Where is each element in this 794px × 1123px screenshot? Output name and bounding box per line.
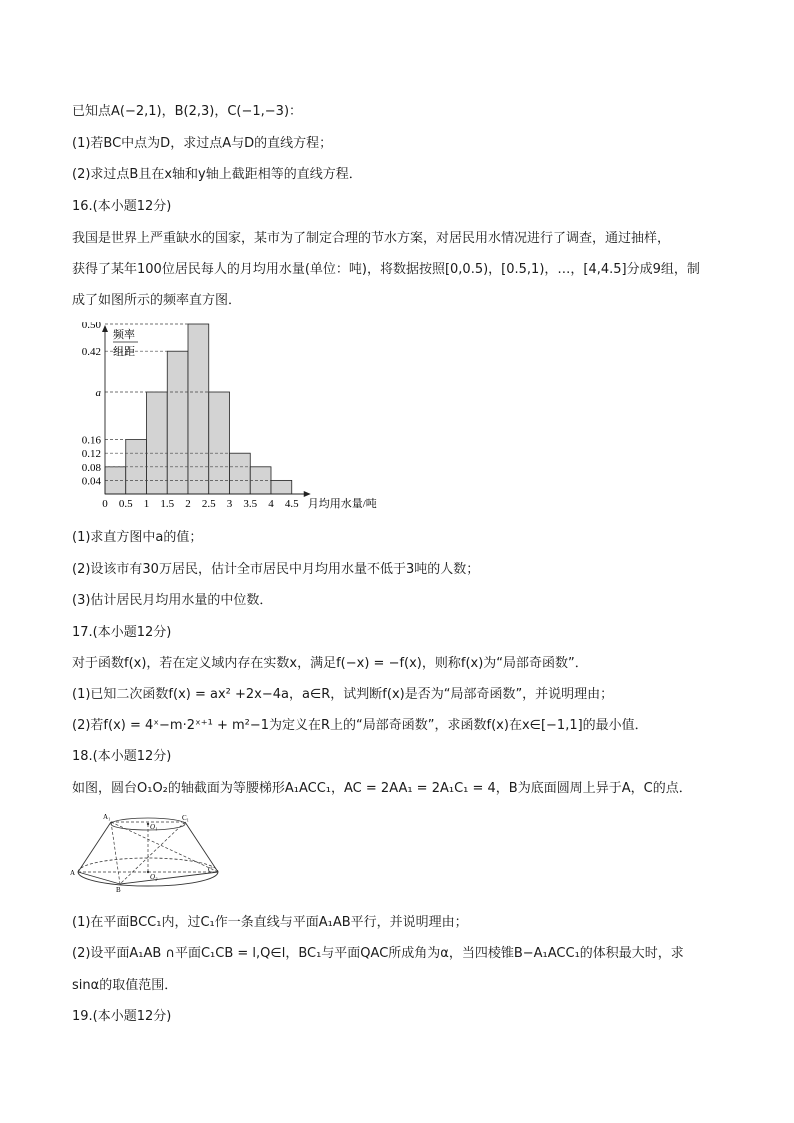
q16-header: 16.(本小题12分): [72, 199, 172, 214]
histogram-bar: [188, 324, 209, 494]
q18-part2a: (2)设平面A₁AB ∩平面C₁CB = l,Q∈l，BC₁与平面QAC所成角为α，当四棱锥B−A₁ACC₁的体积最大时，求: [72, 946, 684, 961]
frequency-histogram: [70, 322, 400, 517]
q18-text1: 如图，圆台O₁O₂的轴截面为等腰梯形A₁ACC₁，AC = 2AA₁ = 2A₁C₁ = 4，B为底面圆周上异于A，C的点．: [72, 781, 692, 796]
q15-intro: 已知点A(−2,1)，B(2,3)，C(−1,−3)：: [72, 104, 303, 119]
y-tick-label: a: [95, 387, 101, 399]
y-tick-label: 0.04: [81, 475, 101, 488]
label-O1: O₁: [150, 823, 158, 831]
label-A1: A₁: [103, 813, 111, 821]
x-tick-label: 3.5: [243, 498, 258, 510]
x-tick-label: 4: [268, 498, 274, 510]
x-tick-label: 1: [143, 498, 150, 510]
q18-header: 18.(本小题12分): [72, 749, 172, 764]
y-axis-label-top: 频率: [113, 329, 135, 341]
y-axis-label-bottom: 组距: [113, 346, 135, 358]
histogram-bar: [209, 392, 230, 494]
q16-text3: 成了如图所示的频率直方图．: [72, 293, 242, 308]
label-A: A: [70, 869, 76, 877]
x-axis-arrow: [304, 491, 311, 497]
x-tick-label: 0: [102, 498, 108, 510]
y-tick-label: 0.42: [81, 346, 101, 359]
q16-text2: 获得了某年100位居民每人的月均用水量(单位：吨)，将数据按照[0,0.5)，[0.5,1)，…，[4,4.5]分成9组，制: [72, 262, 700, 277]
histogram-bar: [147, 392, 168, 494]
label-O2: O₂: [150, 873, 158, 881]
q18-part1: (1)在平面BCC₁内，过C₁作一条直线与平面A₁AB平行，并说明理由；: [72, 915, 468, 930]
q15-part1: (1)若BC中点为D，求过点A与D的直线方程；: [72, 136, 333, 151]
q16-part3: (3)估计居民月均用水量的中位数．: [72, 593, 273, 608]
q17-header: 17.(本小题12分): [72, 625, 172, 640]
label-B: B: [116, 886, 121, 892]
y-tick-label: 0.12: [81, 448, 101, 461]
y-tick-label: 0.50: [81, 322, 101, 331]
x-tick-label: 2.5: [201, 498, 216, 510]
q17-part2: (2)若f(x) = 4ˣ−m·2ˣ⁺¹ + m²−1为定义在R上的“局部奇函数”，求函数f(x)在x∈[−1,1]的最小值．: [72, 718, 648, 733]
y-axis-arrow: [102, 325, 108, 332]
histogram-bar: [230, 453, 251, 494]
label-C1: C₁: [182, 814, 190, 822]
x-tick-label: 0.5: [118, 498, 133, 510]
frustum-figure: [70, 810, 220, 892]
q15-part2: (2)求过点B且在x轴和y轴上截距相等的直线方程．: [72, 167, 362, 182]
q16-text1: 我国是世界上严重缺水的国家，某市为了制定合理的节水方案，对居民用水情况进行了调查，通过抽样，: [72, 231, 671, 246]
histogram-bar: [167, 351, 188, 494]
x-tick-label: 1.5: [160, 498, 175, 510]
q19-header: 19.(本小题12分): [72, 1009, 172, 1024]
q16-part2: (2)设该市有30万居民，估计全市居民中月均用水量不低于3吨的人数；: [72, 562, 480, 577]
histogram-bar: [271, 480, 292, 494]
x-tick-label: 2: [185, 498, 191, 510]
q17-part1: (1)已知二次函数f(x) = ax² +2x−4a，a∈R，试判断f(x)是否为“局部奇函数”，并说明理由；: [72, 687, 614, 702]
y-tick-label: 0.16: [81, 434, 101, 447]
q16-part1: (1)求直方图中a的值；: [72, 530, 203, 545]
y-tick-label: 0.08: [81, 461, 101, 474]
x-tick-label: 4.5: [284, 498, 299, 510]
label-C: C: [208, 866, 213, 874]
x-tick-label: 3: [226, 498, 233, 510]
x-axis-label: 月均用水量/吨: [307, 498, 377, 510]
q17-text1: 对于函数f(x)，若在定义域内存在实数x，满足f(−x) = −f(x)，则称f(x)为“局部奇函数”．: [72, 656, 588, 671]
q18-part2b: sinα的取值范围．: [72, 978, 178, 993]
